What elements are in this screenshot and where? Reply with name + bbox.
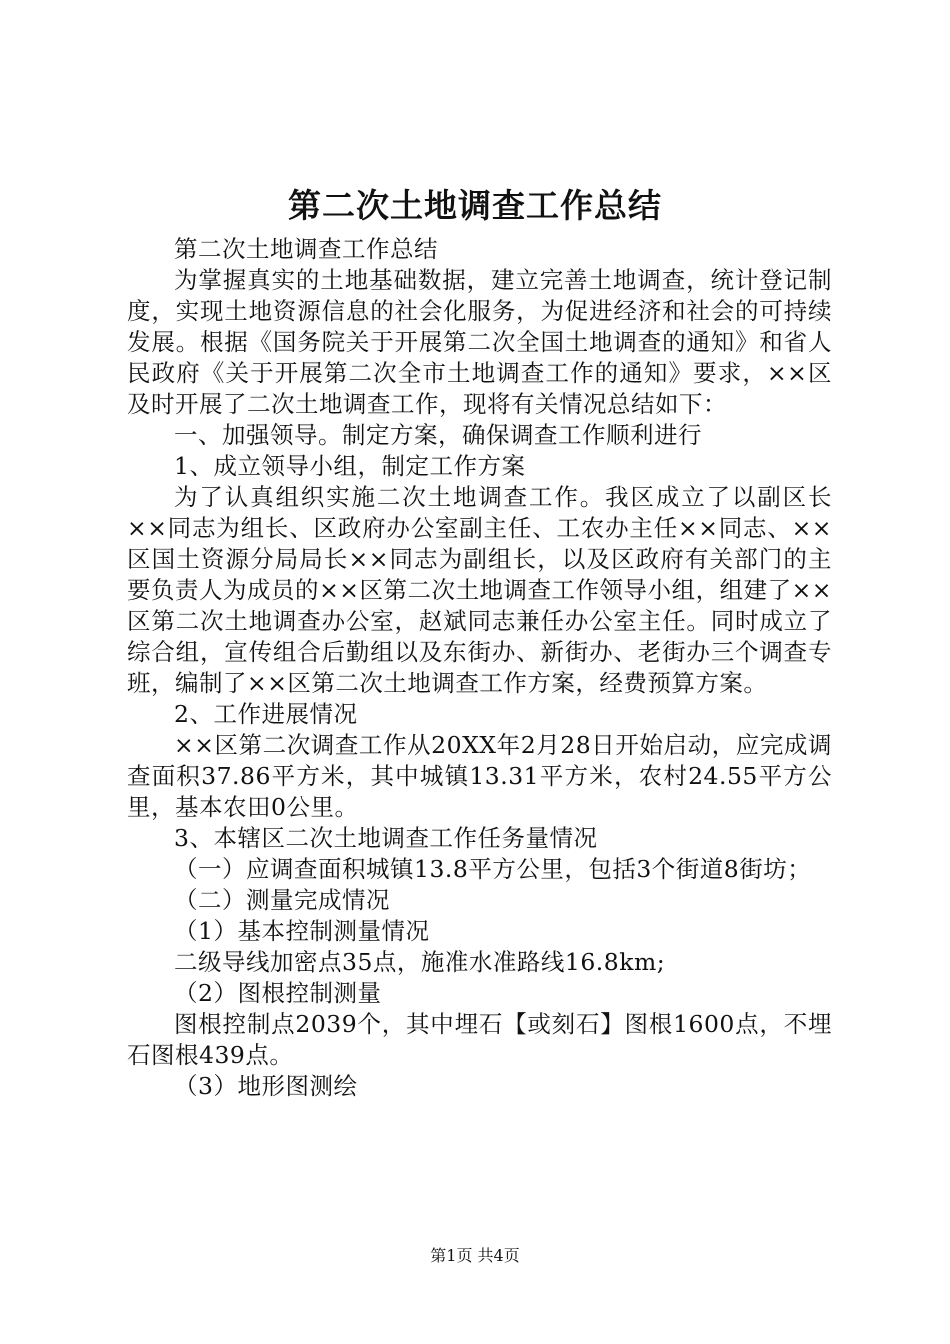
paragraph-subtitle: 第二次土地调查工作总结 [174,235,438,263]
heading-measurement: （二）测量完成情况 [174,886,390,914]
paragraph-intro: 为掌握真实的土地基础数据，建立完善土地调查，统计登记制度，实现土地资源信息的社会化服务，为促进经济和社会的可持续发展。根据《国务院关于开展第二次全国土地调查的通知》和省人民政府《关于开展第二次全市土地调查工作的通知》要求，××区及时开展了二次土地调查工作，现将有关情况总结如下： [127,266,832,418]
heading-section-1: 一、加强领导。制定方案，确保调查工作顺利进行 [174,421,702,449]
heading-item-1: 1、成立领导小组，制定工作方案 [174,452,526,480]
paragraph-leadership: 为了认真组织实施二次土地调查工作。我区成立了以副区长××同志为组长、区政府办公室副主任、工农办主任××同志、××区国土资源分局局长××同志为副组长，以及区政府有关部门的主要负责人为成员的××区第二次土地调查工作领导小组，组建了××区第二次土地调查办公室，赵斌同志兼任办公室主任。同时成立了综合组，宣传组合后勤组以及东街办、新街办、老街办三个调查专班，编制了××区第二次土地调查工作方案，经费预算方案。 [127,483,832,697]
page-footer: 第1页 共4页 [430,1246,520,1265]
paragraph-progress: ××区第二次调查工作从20XX年2月28日开始启动，应完成调查面积37.86平方米，其中城镇13.31平方米，农村24.55平方公里，基本农田0公里。 [127,731,832,821]
heading-map-root-control: （2）图根控制测量 [174,979,382,1007]
heading-basic-control: （1）基本控制测量情况 [174,917,430,945]
paragraph-map-root-control: 图根控制点2039个，其中埋石【或刻石】图根1600点，不埋石图根439点。 [127,1010,832,1069]
heading-topographic-mapping: （3）地形图测绘 [174,1072,358,1100]
paragraph-basic-control: 二级导线加密点35点，施准水准路线16.8km; [174,948,666,976]
document-body [127,234,832,1102]
heading-item-2: 2、工作进展情况 [174,700,358,728]
paragraph-survey-area: （一）应调查面积城镇13.8平方公里，包括3个街道8街坊； [174,855,812,883]
heading-item-3: 3、本辖区二次土地调查工作任务量情况 [174,824,598,852]
document-title: 第二次土地调查工作总结 [288,186,662,225]
